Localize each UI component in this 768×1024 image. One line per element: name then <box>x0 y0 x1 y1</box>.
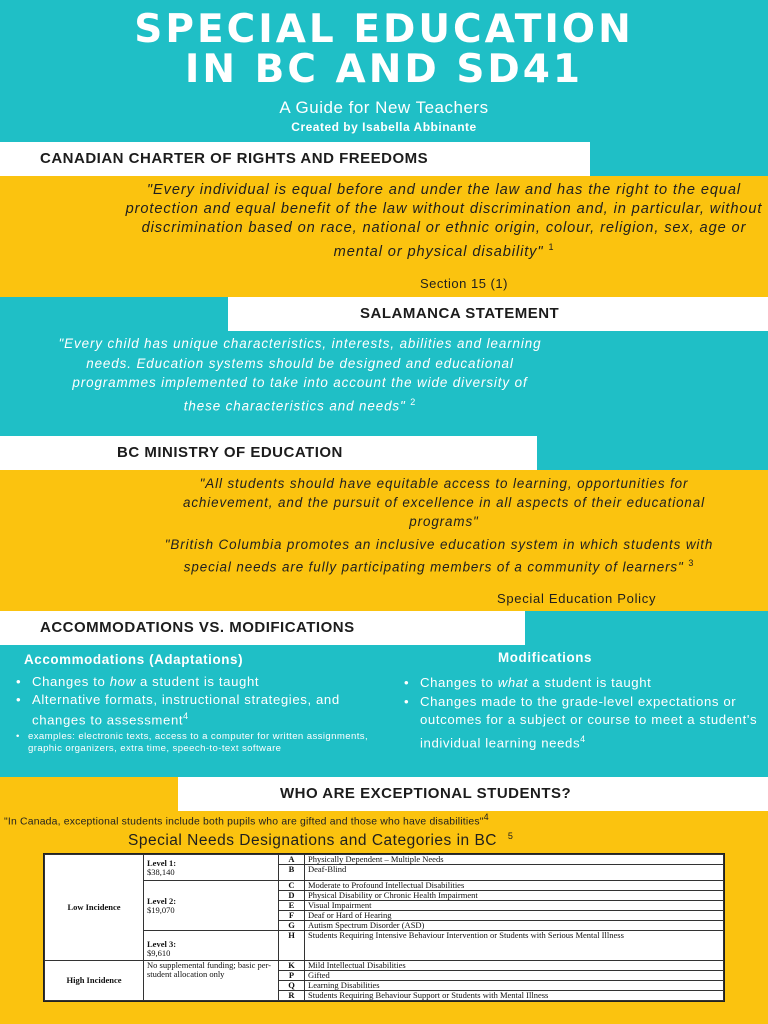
code-cell: Q <box>279 981 305 991</box>
desc-cell: Autism Spectrum Disorder (ASD) <box>305 921 724 931</box>
code-cell: R <box>279 991 305 1001</box>
code-cell: E <box>279 901 305 911</box>
designations-table <box>44 854 724 1001</box>
charter-teal-edge <box>590 142 768 176</box>
desc-cell: Visual Impairment <box>305 901 724 911</box>
what-emphasis: what <box>497 675 528 690</box>
desc-cell: Physical Disability or Chronic Health Impairment <box>305 891 724 901</box>
ministry-teal-edge <box>537 436 768 470</box>
code-cell: F <box>279 911 305 921</box>
high-incidence-cell: High Incidence <box>45 961 144 1001</box>
desc-cell: Students Requiring Behaviour Support or Students with Mental Illness <box>305 991 724 1001</box>
accommodations-examples <box>10 731 390 756</box>
modifications-ref: 4 <box>580 733 586 744</box>
desc-cell: Students Requiring Intensive Behaviour Intervention or Students with Serious Mental Illness <box>305 931 724 961</box>
desc-cell: Moderate to Profound Intellectual Disabilities <box>305 881 724 891</box>
ministry-heading: BC MINISTRY OF EDUCATION <box>117 444 343 461</box>
level-3-cell <box>144 931 279 961</box>
level-3-amount: $9,610 <box>147 948 171 958</box>
level-3-label: Level 3: <box>147 939 177 949</box>
low-incidence-cell: Low Incidence <box>45 855 144 961</box>
code-cell: D <box>279 891 305 901</box>
charter-ref: 1 <box>548 242 555 252</box>
desc-cell: Deaf-Blind <box>305 865 724 881</box>
charter-source: Section 15 (1) <box>420 276 508 291</box>
ministry-quote-2 <box>150 535 728 576</box>
author-credit: Created by Isabella Abbinante <box>291 120 477 134</box>
salamanca-ref: 2 <box>410 396 417 407</box>
level-1-amount: $38,140 <box>147 866 175 877</box>
desc-cell: Physically Dependent – Multiple Needs <box>305 855 724 865</box>
level-1-label: Level 1: <box>147 857 177 868</box>
charter-quote <box>120 181 768 262</box>
code-cell: G <box>279 921 305 931</box>
modifications-list <box>398 674 768 752</box>
level-2-label: Level 2: <box>147 895 177 906</box>
level-2-amount: $19,070 <box>147 904 175 915</box>
code-cell: B <box>279 865 305 881</box>
designations-table-wrap <box>43 853 725 1002</box>
salamanca-quote-text: "Every child has unique characteristics, interests, abilities and learning needs. Education systems should be designed and educational programmes implemented to take into account the wide diversity of these characteristics and needs" <box>58 336 542 413</box>
desc-cell: Gifted <box>305 971 724 981</box>
designations-ref: 5 <box>507 831 514 841</box>
ministry-quote-2-text: "British Columbia promotes an inclusive education system in which students with special needs are fully participating members of a community of learners" <box>164 537 714 575</box>
how-emphasis: how <box>109 674 136 689</box>
charter-heading: CANADIAN CHARTER OF RIGHTS AND FREEDOMS <box>40 150 429 167</box>
code-cell: H <box>279 931 305 961</box>
salamanca-quote <box>55 334 545 415</box>
accommodations-title: Accommodations (Adaptations) <box>24 652 244 667</box>
code-cell: P <box>279 971 305 981</box>
accommodations-example-bullet: • examples: electronic texts, access to a computer for written assignments, graphic organizers, extra time, speech-to-text software <box>10 731 380 756</box>
designations-title <box>128 831 513 850</box>
code-cell: A <box>279 855 305 865</box>
ministry-source: Special Education Policy <box>497 591 657 606</box>
table-row <box>45 931 724 961</box>
desc-cell: Learning Disabilities <box>305 981 724 991</box>
accommodations-heading: ACCOMMODATIONS VS. MODIFICATIONS <box>40 619 355 636</box>
salamanca-heading: SALAMANCA STATEMENT <box>360 305 560 322</box>
high-funding-cell: No supplemental funding; basic per-student allocation only <box>144 961 279 1001</box>
modifications-bullet-1: • Changes to what a student is taught <box>398 674 764 693</box>
exceptional-quote-text: "In Canada, exceptional students include both pupils who are gifted and those who have disabilities" <box>4 816 484 828</box>
designations-title-text: Special Needs Designations and Categories in BC <box>128 832 498 850</box>
exceptional-ref: 4 <box>483 812 489 822</box>
accommodations-column <box>10 652 390 756</box>
charter-quote-text: "Every individual is equal before and under the law and has the right to the equal protection and equal benefit of the law without discrimination and, in particular, without discrimination based on race, national or ethnic origin, colour, religion, sex, age or mental or physical disability" <box>125 182 763 260</box>
level-1-cell <box>144 855 279 881</box>
table-row <box>45 961 724 971</box>
subtitle: A Guide for New Teachers <box>279 98 489 117</box>
title-line-2: IN BC AND SD41 <box>184 47 584 92</box>
modifications-column <box>398 650 768 752</box>
accommodations-bullet-1: • Changes to how a student is taught <box>10 673 390 691</box>
modifications-title: Modifications <box>498 650 593 665</box>
level-2-cell <box>144 881 279 931</box>
accommodations-bullet-2: • Alternative formats, instructional strategies, and changes to assessment$^4$ <box>10 691 390 729</box>
table-row <box>45 855 724 865</box>
exceptional-heading: WHO ARE EXCEPTIONAL STUDENTS? <box>280 785 572 802</box>
table-row <box>45 881 724 891</box>
ministry-quote-1: "All students should have equitable access to learning, opportunities for achievement, and the pursuit of excellence in all aspects of their educational programs" <box>182 476 706 529</box>
code-cell: K <box>279 961 305 971</box>
desc-cell: Mild Intellectual Disabilities <box>305 961 724 971</box>
title-line-1: SPECIAL EDUCATION <box>134 7 634 52</box>
accommodations-ref: 4 <box>183 711 189 721</box>
desc-cell: Deaf or Hard of Hearing <box>305 911 724 921</box>
exceptional-quote <box>4 812 768 827</box>
modifications-bullet-2: • Changes made to the grade-level expectations or outcomes for a subject or course to meet a student's individual learning needs$^4$ <box>398 693 764 753</box>
ministry-ref: 3 <box>688 558 695 568</box>
code-cell: C <box>279 881 305 891</box>
accommodations-list <box>10 673 390 729</box>
